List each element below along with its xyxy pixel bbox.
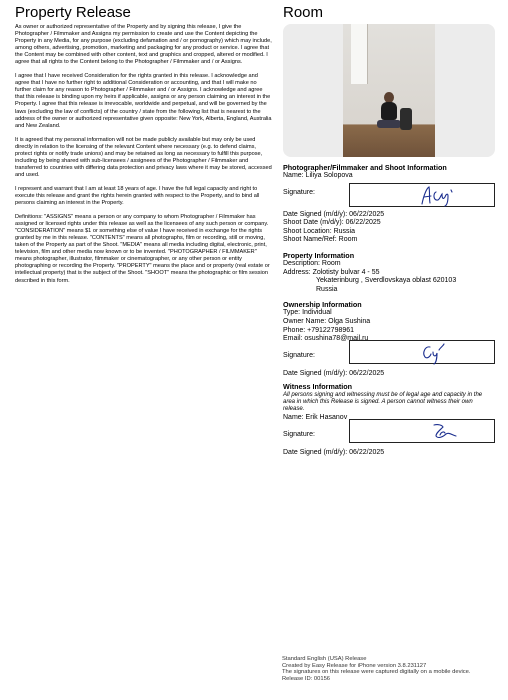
- property-photo: [283, 24, 495, 157]
- release-paragraph-3: It is agreed that my personal information will not be made publicly available but may only be used directly in relation to the licensing of the relevant Content where necessary (e.g. to defend claims, protect rights or notify trade unions) and may be retained as long as necessary to fulfill this purpose, including by being shared with sub-licensees / assignees of the Photographer / Filmmaker and transferred to countries with differing data protection and privacy laws where it may be stored, accessed and used.: [15, 136, 272, 178]
- witness-date-signed: Date Signed (m/d/y): 06/22/2025: [283, 448, 385, 456]
- property-description: Description: Room: [283, 259, 341, 267]
- photographer-signature-box: [349, 183, 495, 207]
- release-paragraph-2: I agree that I have received Consideration for the rights granted in this release. I acknowledge and agree that I have no further right to additional Consideration or accounting, and that I will make no further claim for any reason to Photographer / Filmmaker and / or Assigns. I acknowledge and agree that this release is binding upon my heirs if applicable, assigns or any person claiming an interest in the Property. I agree that this release is irrevocable, worldwide and perpetual, and will be governed by the laws (excluding the law of conflicts) of the country / state from the following list that is nearest to the address of the owner or authorized representative given opposite: New York, Alberta, England, Australia and New Zealand.: [15, 73, 272, 129]
- ownership-heading: Ownership Information: [283, 300, 362, 310]
- photographer-signature-label: Signature:: [283, 188, 315, 196]
- footer-release-id: Release ID: 00156: [282, 675, 331, 682]
- owner-name: Owner Name: Olga Sushina: [283, 317, 371, 325]
- release-paragraph-5: Definitions: "ASSIGNS" means a person or any company to whom Photographer / Filmmaker has assigned or licensed rights under this release as well as the licensees of any such person or company. "CONSIDERATION" means $1 or something else of value I have received in exchange for the rights granted by me in this release. "CONTENTS" means all photographs, film or recording, still or moving, taken of the Property as part of the Shoot. "MEDIA" means all media including digital, electronic, print, television, film and other media now known or to be invented. "PHOTOGRAPHER / FILMMAKER" means photographer, illustrator, filmmaker or cinematographer, or any other person or entity photographing or recording the Property. "PROPERTY" means the place and or property (real estate or intellectual property) that is the subject of the Shoot. "SHOOT" means the photographic or film session described in this form.: [15, 214, 270, 284]
- photo-chair: [400, 108, 412, 130]
- witness-signature-row: [283, 423, 495, 449]
- witness-name: Name: Erik Hasanov: [283, 414, 348, 422]
- owner-signature-box: [349, 340, 495, 364]
- shoot-date: Shoot Date (m/d/y): 06/22/2025: [283, 219, 381, 227]
- photographer-signature-image: [350, 184, 496, 208]
- owner-signature-image: [350, 341, 496, 365]
- release-text-column: [15, 4, 273, 292]
- witness-signature-image: [350, 420, 496, 444]
- owner-signature-label: Signature:: [283, 351, 315, 359]
- photo-person: [381, 102, 397, 120]
- witness-note: All persons signing and witnessing must be of legal age and capacity in the area in which this Release is signed. A person cannot witness their own release.: [283, 392, 483, 413]
- release-paragraph-4: I represent and warrant that I am at least 18 years of age. I have the full legal capacity and right to execute this release and grant the rights herein granted with respect to the Property, and to bind all persons claiming an interest in the Property.: [15, 185, 260, 207]
- witness-heading: Witness Information: [283, 382, 353, 392]
- photographer-date-signed: Date Signed (m/d/y): 06/22/2025: [283, 210, 385, 218]
- document-title: Property Release: [15, 4, 131, 21]
- photo-window: [351, 24, 368, 84]
- shoot-name: Shoot Name/Ref: Room: [283, 236, 358, 244]
- photographer-name: Name: Liliya Solopova: [283, 172, 353, 179]
- owner-date-signed: Date Signed (m/d/y): 06/22/2025: [283, 369, 385, 377]
- photographer-heading: Photographer/Filmmaker and Shoot Information: [283, 163, 447, 172]
- footer-digital-note: The signatures on this release were captured digitally on a mobile device.: [282, 669, 471, 676]
- property-address-line3: Russia: [316, 285, 338, 293]
- property-address-line2: Yekaterinburg , Sverdlovskaya oblast 620103: [316, 277, 457, 285]
- photo-room-scene: [343, 24, 435, 157]
- release-paragraph-1: As owner or authorized representative of the Property and by signing this release, I give the Photographer / Filmmaker and Assigns my permission to create and use the Content depicting the Property in any Media, for any purpose (excluding defamation and / or pornography) which may include, among others, advertising, promotion, marketing and packaging for any product or service. I agree that the Content may be combined with other content, text and graphics and cropped, altered or modified. I agree that all rights to the Content belong to the Photographer / Filmmaker and / or Assigns.: [15, 24, 272, 66]
- ownership-type: Type: Individual: [283, 309, 332, 317]
- footer: [282, 656, 497, 682]
- photographer-signature-row: [283, 181, 495, 207]
- room-title: Room: [283, 4, 324, 21]
- owner-email: Email: osushina78@mail.ru: [283, 335, 369, 343]
- footer-created-by: Created by Easy Release for iPhone version 3.8.231127: [282, 662, 427, 669]
- shoot-location: Shoot Location: Russia: [283, 227, 355, 235]
- owner-signature-row: [283, 344, 495, 370]
- details-column: [283, 4, 495, 458]
- property-address-line1: Address: Zolotisty bulvar 4 - 55: [283, 268, 380, 276]
- witness-signature-box: [349, 419, 495, 443]
- property-heading: Property Information: [283, 250, 355, 260]
- owner-phone: Phone: +79122798961: [283, 326, 355, 334]
- footer-release-type: Standard English (USA) Release: [282, 656, 367, 662]
- photo-person-legs: [377, 120, 401, 128]
- witness-signature-label: Signature:: [283, 430, 315, 438]
